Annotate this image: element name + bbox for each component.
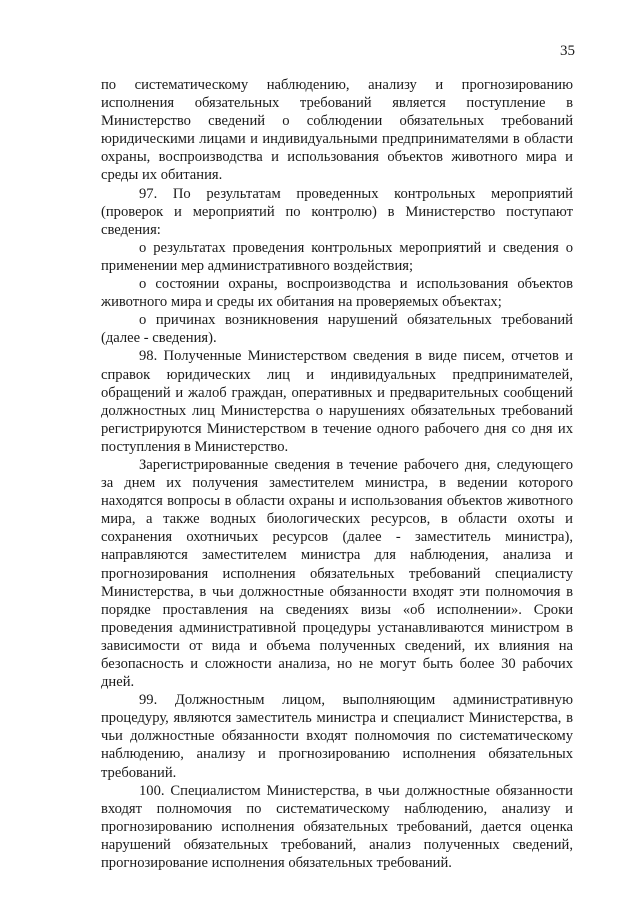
list-item-violation-causes: о причинах возникновения нарушений обязательных требований (далее - сведения). xyxy=(101,312,573,347)
page-number: 35 xyxy=(560,43,575,59)
paragraph-continuation: по систематическому наблюдению, анализу и прогнозированию исполнения обязательных требований является поступление в Министерство сведений о соблюдении обязательных требований юридическими лицами и индивидуальными предпринимателями в области охраны, воспроизводства и использования объектов животного мира и среды их обитания. xyxy=(101,77,573,184)
document-body xyxy=(101,76,573,872)
paragraph-100: 100. Специалистом Министерства, в чьи должностные обязанности входят полномочия по систематическому наблюдению, анализу и прогнозированию исполнения обязательных требований, дается оценка нарушений обязательных требований, анализ полученных сведений, прогнозирование исполнения обязательных требований. xyxy=(101,782,573,872)
list-item-control-results: о результатах проведения контрольных мероприятий и сведения о применении мер административного воздействия; xyxy=(101,239,573,274)
list-item-wildlife-state: о состоянии охраны, воспроизводства и использования объектов животного мира и среды их обитания на проверяемых объектах; xyxy=(101,276,573,311)
paragraph-98: 98. Полученные Министерством сведения в виде писем, отчетов и справок юридических лиц и индивидуальных предпринимателей, обращений и жалоб граждан, оперативных и предварительных сообщений должностных лиц Министерства о нарушениях обязательных требований регистрируются Министерством в течение одного рабочего дня со дня их поступления в Министерство. xyxy=(101,348,573,455)
paragraph-97: 97. По результатам проведенных контрольных мероприятий (проверок и мероприятий по контролю) в Министерство поступают сведения: xyxy=(101,185,573,238)
paragraph-98-registration: Зарегистрированные сведения в течение рабочего дня, следующего за днем их получения заместителем министра, в ведении которого находятся вопросы в области охраны и использования объектов животного мира, а также водных биологических ресурсов, в области охоты и сохранения охотничьих ресурсов (далее - заместитель министра), направляются заместителем министра для наблюдения, анализа и прогнозирования исполнения обязательных требований специалисту Министерства, в чьи должностные обязанности входят эти полномочия в порядке проставления на сведениях визы «об исполнении». Сроки проведения административной процедуры устанавливаются министром в зависимости от вида и объема полученных сведений, их влияния на безопасность и сложности анализа, но не могут быть более 30 рабочих дней. xyxy=(101,456,573,691)
paragraph-99: 99. Должностным лицом, выполняющим административную процедуру, являются заместитель министра и специалист Министерства, в чьи должностные обязанности входят полномочия по систематическому наблюдению, анализу и прогнозированию исполнения обязательных требований. xyxy=(101,692,573,781)
